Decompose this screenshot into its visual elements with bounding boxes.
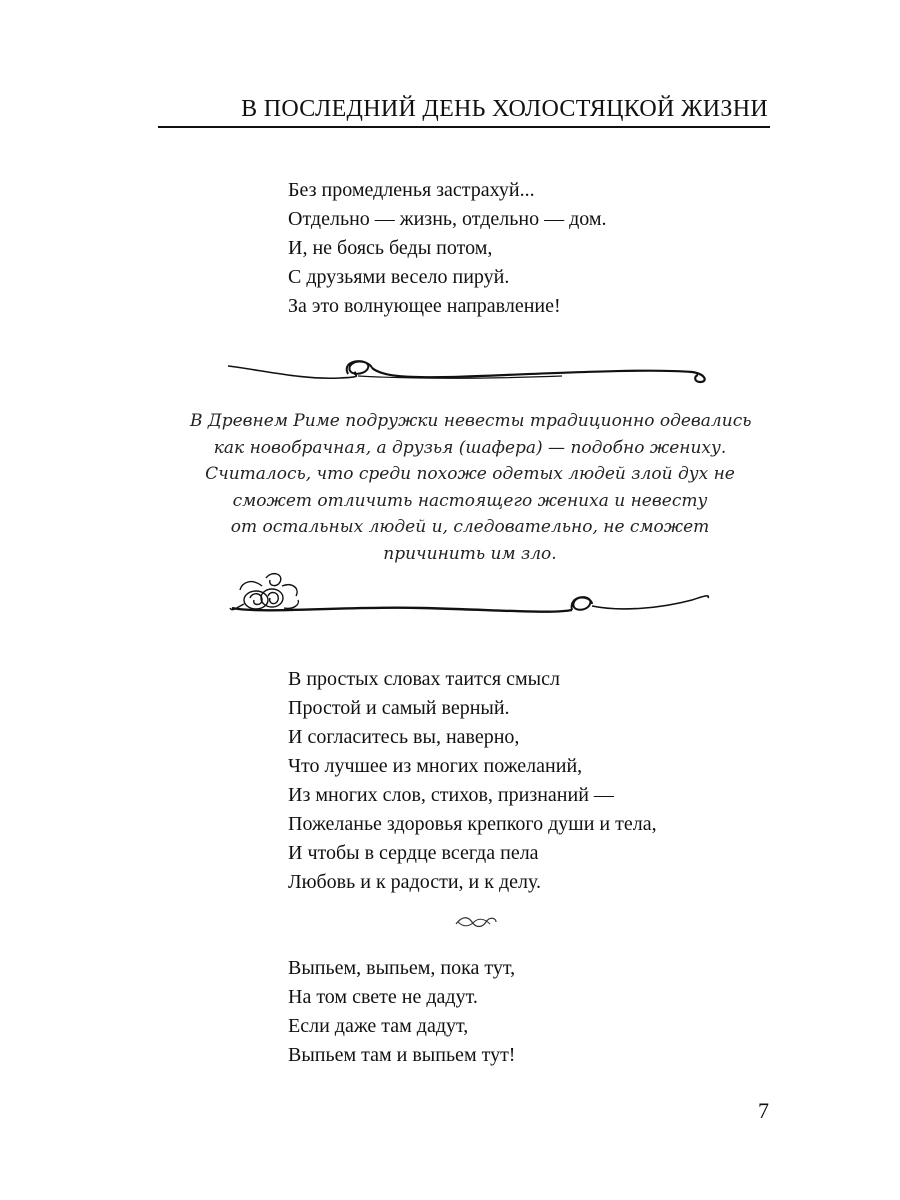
- fact-line: причинить им зло.: [383, 543, 557, 564]
- poem-line: Если даже там дадут,: [288, 1015, 469, 1037]
- fact-line: от остальных людей и, следовательно, не сможет: [230, 517, 710, 537]
- flourish-ornament-icon: [222, 352, 714, 388]
- poem-line: Без промедленья застрахуй...: [288, 179, 535, 201]
- poem-line: В простых словах таится смысл: [288, 668, 560, 690]
- poem-line: Отдельно — жизнь, отдельно — дом.: [288, 208, 607, 230]
- poem-line: И чтобы в сердце всегда пела: [288, 842, 539, 864]
- fact-line: Считалось, что среди похоже одетых людей злой дух не: [205, 464, 735, 484]
- poem-line: И, не боясь беды потом,: [288, 237, 493, 259]
- poem-line: И согласитесь вы, наверно,: [288, 726, 520, 748]
- swirl-divider-icon: [452, 912, 500, 932]
- poem-line: За это волнующее направление!: [288, 295, 561, 317]
- page-number: 7: [758, 1098, 769, 1123]
- poem-line: С друзьями весело пируй.: [288, 266, 510, 288]
- poem-line: Выпьем, выпьем, пока тут,: [288, 957, 516, 979]
- poem-line: Что лучшее из многих пожеланий,: [288, 755, 583, 777]
- poem-stanza-2: [288, 665, 657, 897]
- historical-fact-box: [190, 408, 750, 567]
- poem-stanza-3: [288, 954, 515, 1070]
- poem-line: Из многих слов, стихов, признаний —: [288, 784, 614, 806]
- poem-line: Простой и самый верный.: [288, 697, 510, 719]
- rose-flourish-ornament-icon: [222, 564, 714, 624]
- running-header: В ПОСЛЕДНИЙ ДЕНЬ ХОЛОСТЯЦКОЙ ЖИЗНИ: [241, 96, 768, 122]
- poem-line: Любовь и к радости, и к делу.: [288, 871, 541, 893]
- fact-line: В Древнем Риме подружки невесты традиционно одевались: [190, 411, 752, 431]
- poem-line: Пожеланье здоровья крепкого души и тела,: [288, 813, 657, 835]
- header-rule: [158, 126, 770, 128]
- poem-line: Выпьем там и выпьем тут!: [288, 1044, 516, 1066]
- fact-line: как новобрачная, а друзья (шафера) — подобно жениху.: [213, 437, 727, 458]
- poem-stanza-1: [288, 176, 607, 321]
- fact-line: сможет отличить настоящего жениха и невесту: [232, 490, 708, 511]
- poem-line: На том свете не дадут.: [288, 986, 478, 1008]
